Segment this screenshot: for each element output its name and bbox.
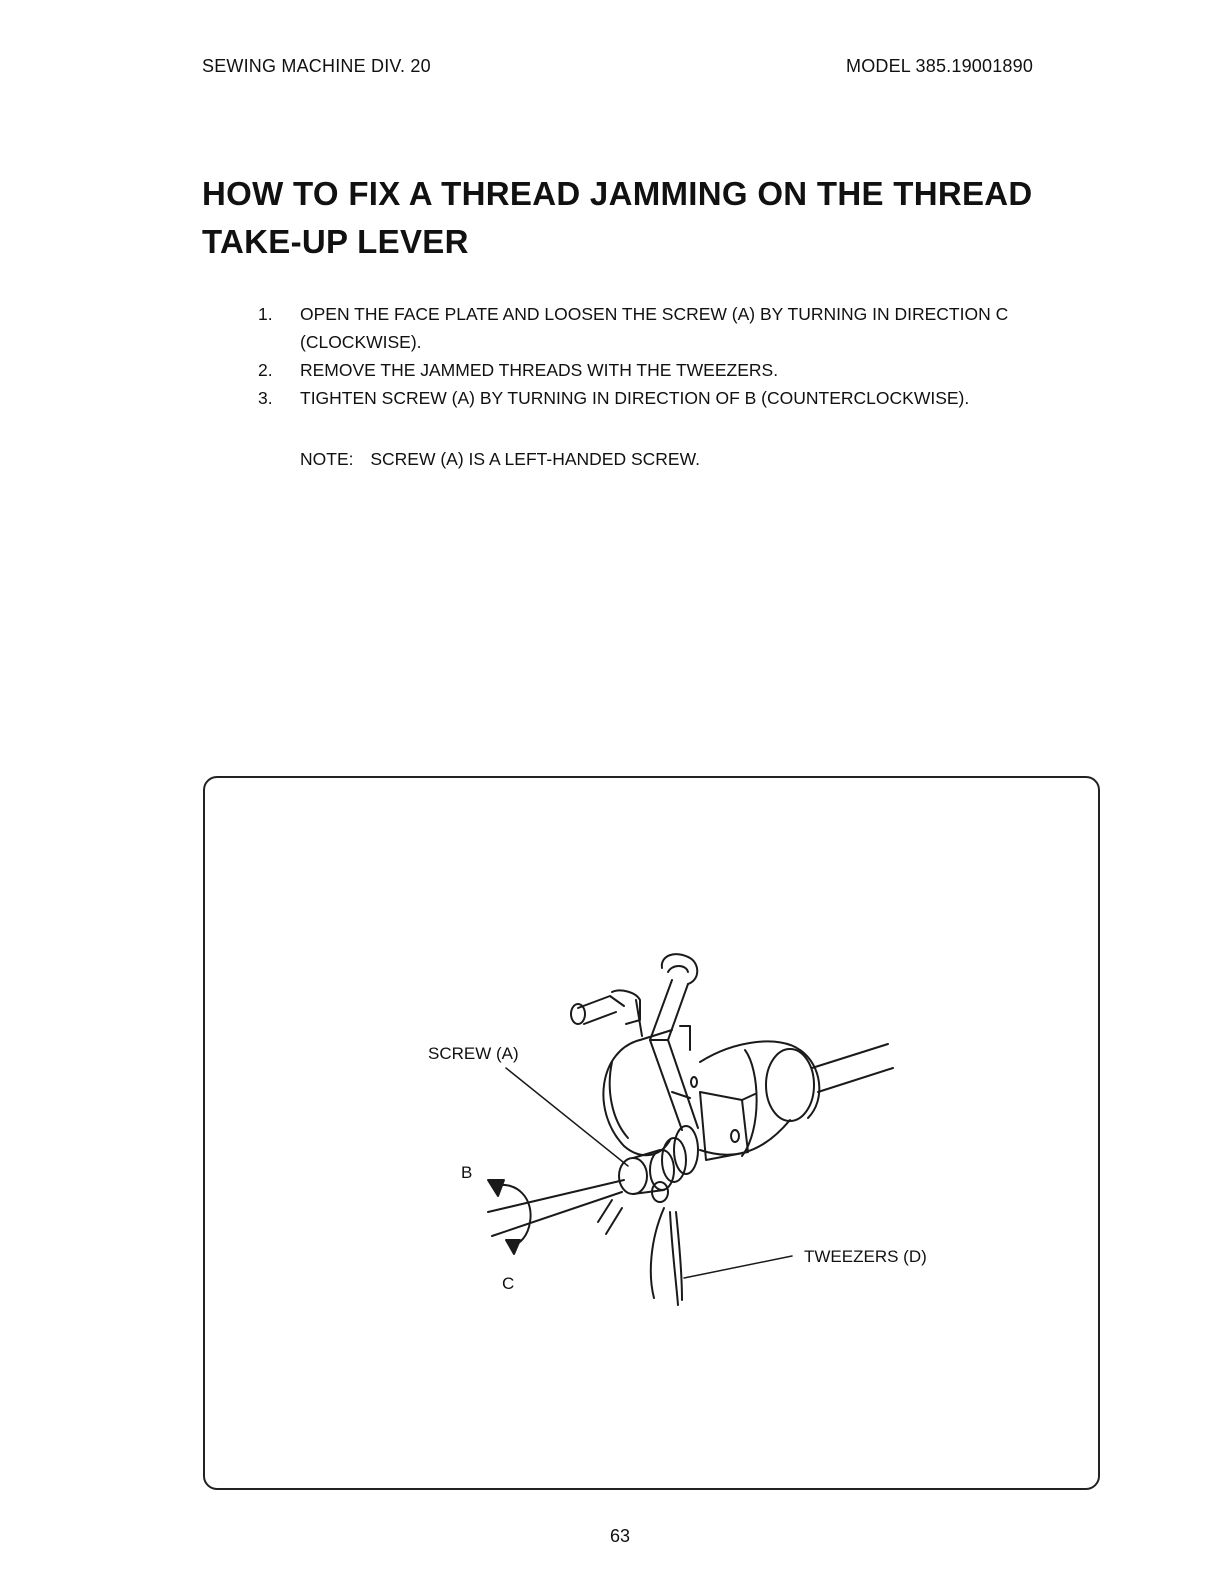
take-up-lever-drawing [636, 954, 698, 1130]
header-section-title: SEWING MACHINE DIV. 20 [202, 56, 431, 76]
step-number: 3. [258, 388, 273, 408]
main-shaft-drawing [812, 1044, 893, 1092]
step-text: OPEN THE FACE PLATE AND LOOSEN THE SCREW (A) BY TURNING IN DIRECTION C (CLOCKWISE). [300, 304, 1009, 352]
label-direction-b: B [461, 1163, 473, 1182]
label-screw-a: SCREW (A) [428, 1044, 519, 1063]
leader-lines [506, 1068, 792, 1278]
tweezers-drawing [598, 1200, 682, 1305]
guide-pin-drawing [571, 990, 640, 1024]
screwdriver-drawing [488, 1180, 624, 1236]
step-number: 2. [258, 360, 273, 380]
label-direction-c: C [502, 1274, 515, 1293]
rotation-arrow-drawing [488, 1180, 531, 1254]
label-tweezers-d: TWEEZERS (D) [804, 1247, 927, 1266]
page-number: 63 [609, 1526, 631, 1546]
screw-a-drawing [619, 1126, 698, 1202]
page-title: HOW TO FIX A THREAD JAMMING ON THE THREAD TAKE-UP LEVER [202, 175, 1033, 260]
step-text: TIGHTEN SCREW (A) BY TURNING IN DIRECTION OF B (COUNTERCLOCKWISE). [300, 388, 970, 408]
step-number: 1. [258, 304, 273, 324]
shaft-housing-drawing [700, 1041, 819, 1160]
note-text: SCREW (A) IS A LEFT-HANDED SCREW. [370, 449, 700, 469]
face-plate-drawing [603, 1030, 672, 1155]
header-model-number: MODEL 385.19001890 [846, 56, 1034, 76]
note-label: NOTE: [300, 449, 354, 469]
step-text: REMOVE THE JAMMED THREADS WITH THE TWEEZERS. [300, 360, 779, 380]
